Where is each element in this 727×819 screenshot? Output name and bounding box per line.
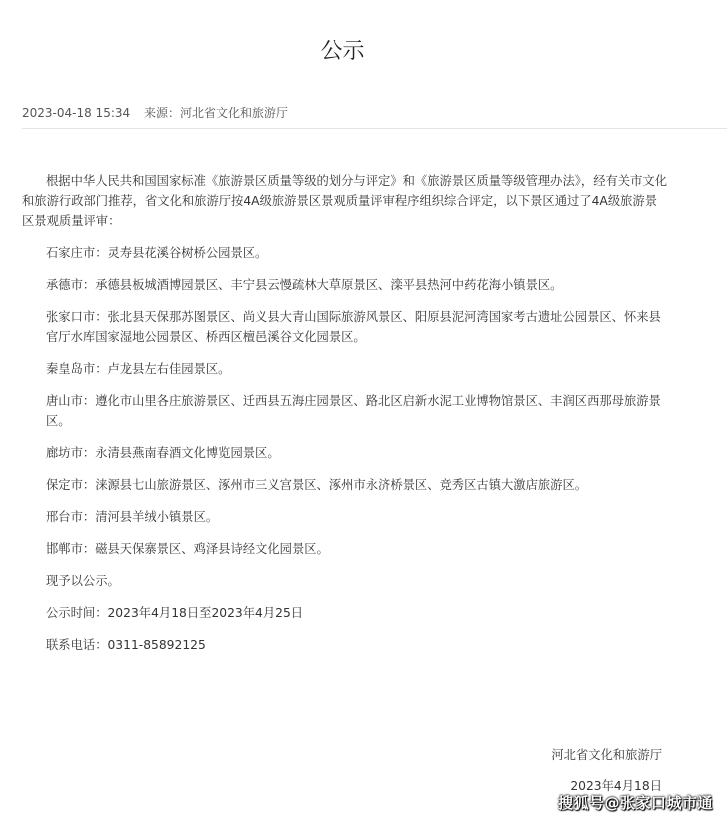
page-title: 公示 [320,39,365,64]
contact-phone: 联系电话：0311-85892125 [46,638,206,652]
intro-paragraph: 根据中华人民共和国国家标准《旅游景区质量等级的划分与评定》和《旅游景区质量等级管理办法》，经有关市文化和旅游行政部门推荐，省文化和旅游厅按4A级旅游景区景观质量评审程序组织综合评定，以下景区通过了4A级旅游景区景观质量评审： [22,174,667,228]
header-divider [22,128,727,129]
entry-qinhuangdao: 秦皇岛市：卢龙县左右佳园景区。 [46,362,231,376]
entry-handan: 邯郸市：磁县天保寨景区、鸡泽县诗经文化园景区。 [46,542,329,556]
entry-shijiazhuang: 石家庄市：灵寿县花溪谷树桥公园景区。 [46,246,268,260]
entry-langfang: 廊坊市：永清县燕南春酒文化博览园景区。 [46,446,280,460]
publicity-period: 公示时间：2023年4月18日至2023年4月25日 [46,606,304,620]
signature-org: 河北省文化和旅游厅 [551,748,662,762]
entry-xingtai: 邢台市：清河县羊绒小镇景区。 [46,510,219,524]
article-body [22,171,667,667]
watermark: 搜狐号@张家口城市通 [557,794,713,812]
publish-datetime: 2023-04-18 15:34 [22,106,131,120]
entry-zhangjiakou: 张家口市：张北县天保那苏图景区、尚义县大青山国际旅游风景区、阳原县泥河湾国家考古遗址公园景区、怀来县官厅水库国家湿地公园景区、桥西区檀邑溪谷文化园景区。 [46,310,661,344]
entry-tangshan: 唐山市：遵化市山里各庄旅游景区、迁西县五海庄园景区、路北区启新水泥工业博物馆景区、丰润区西那母旅游景区。 [46,394,661,428]
entry-chengde: 承德市：承德县板城酒博园景区、丰宁县云慢疏林大草原景区、滦平县热河中药花海小镇景区。 [46,278,563,292]
signature-block [551,745,662,796]
article-meta [22,104,298,121]
signature-date: 2023年4月18日 [570,779,662,793]
notice-text: 现予以公示。 [46,574,120,588]
entry-baoding: 保定市：涞源县七山旅游景区、涿州市三义宫景区、涿州市永济桥景区、竞秀区古镇大激店旅游区。 [46,478,588,492]
source-label: 来源：河北省文化和旅游厅 [143,106,288,120]
